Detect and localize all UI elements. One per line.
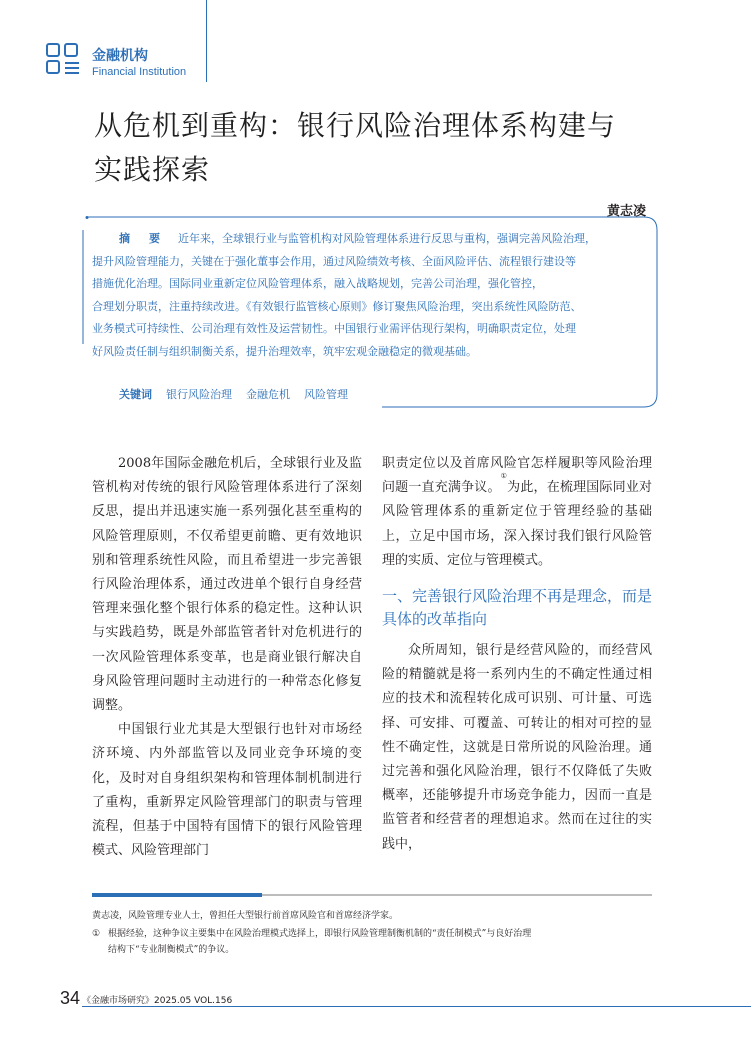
journal-name: 《金融市场研究》2025.05 VOL.156 <box>82 996 233 1006</box>
keywords <box>119 386 362 402</box>
keywords-label: 关键词 <box>119 388 152 401</box>
footnote-1: ① 根据经验，这种争议主要集中在风险治理模式选择上，即银行风险管理制衡机制的“责任制模式”与良好治理 结构下“专业制衡模式”的争议。 <box>92 926 652 958</box>
header-divider <box>206 0 207 82</box>
abstract-line-1: 摘 要 近年来，全球银行业与监管机构对风险管理体系进行反思与重构，强调完善风险治理， <box>119 232 596 245</box>
paragraph: 2008年国际金融危机后，全球银行业及监管机构对传统的银行风险管理体系进行了深刻反思，提出并迅速实施一系列强化甚至重构的风险管理原则，不仅希望更前瞻、更有效地识别和管理系统性风险，而且希望进一步完善银行风险治理体系，通过改进单个银行自身经营管理来强化整个银行体系的稳定性。这种认识与实践趋势，既是外部监管者针对危机进行的一次风险管理体系变革，也是商业银行解决自身风险管理问题时主动进行的一种常态化修复调整。 <box>92 456 362 714</box>
body-column-right <box>382 452 652 857</box>
grid-list-icon <box>46 43 80 75</box>
footnote-ref[interactable]: ① <box>500 472 508 481</box>
section-heading: 一、完善银行风险治理不再是理念，而是具体的改革指向 <box>382 587 653 629</box>
footnote-rule <box>262 894 652 896</box>
paragraph: 职责定位以及首席风险官怎样履职等风险治理问题一直充满争议。①为此，在梳理国际同业对风险管理体系的重新定位于管理经验的基础上，立足中国市场，深入探讨我们银行风险管理的实质、定位与管理模式。 <box>382 456 652 568</box>
paragraph: 中国银行业尤其是大型银行也针对市场经济环境、内外部监管以及同业竞争环境的变化，及时对自身组织架构和管理体制机制进行了重构，重新界定风险管理部门的职责与管理流程，但基于中国特有国情下的银行风险管理模式、风险管理部门 <box>92 722 362 859</box>
section-title-en: Financial Institution <box>92 66 187 78</box>
abstract <box>92 228 656 363</box>
section-title: 金融机构 <box>92 48 148 64</box>
article-title <box>94 104 694 192</box>
body-column-left <box>92 452 362 863</box>
abstract-line-2: 提升风险管理能力，关键在于强化董事会作用，通过风险绩效考核、全面风险评估、流程银行建设等 <box>92 254 576 268</box>
paragraph: 众所周知，银行是经营风险的，而经营风险的精髓就是将一系列内生的不确定性通过相应的技术和流程转化成可识别、可计量、可选择、可安排、可覆盖、可转让的相对可控的显性不确定性，这就是日常所说的风险治理。通过完善和强化风险治理，银行不仅降低了失败概率，还能够提升市场竞争能力，因而一直是监管者和经营者的理想追求。然而在过往的实践中， <box>382 643 652 852</box>
title-line-1: 从危机到重构：银行风险治理体系构建与 <box>94 109 617 142</box>
author-note: 黄志凌，风险管理专业人士，曾担任大型银行前首席风险官和首席经济学家。 <box>92 911 399 921</box>
footnote-number: ① <box>92 929 101 939</box>
abstract-label: 摘 要 <box>119 232 164 245</box>
abstract-line-3: 措施优化治理。国际同业重新定位风险管理体系，融入战略规划，完善公司治理，强化管控， <box>92 277 543 290</box>
page-number: 34 <box>60 988 81 1008</box>
abstract-line-6: 好风险责任制与组织制衡关系，提升治理效率，筑牢宏观金融稳定的微观基础。 <box>92 344 477 358</box>
abstract-line-4: 合理划分职责，注重持续改进。《有效银行监管核心原则》修订聚焦风险治理，突出系统性风险防范、 <box>92 299 582 313</box>
keyword: 金融危机 <box>246 388 290 401</box>
keyword: 银行风险治理 <box>166 388 232 401</box>
author: 黄志凌 <box>606 204 646 219</box>
title-line-2: 实践探索 <box>94 153 211 186</box>
keyword: 风险管理 <box>304 388 348 401</box>
footnote-rule-accent <box>92 893 262 897</box>
footer-rule <box>82 1006 751 1007</box>
abstract-line-5: 业务模式可持续性、公司治理有效性及运营韧性。中国银行业需评估现行架构，明确职责定位，处理 <box>92 322 576 335</box>
